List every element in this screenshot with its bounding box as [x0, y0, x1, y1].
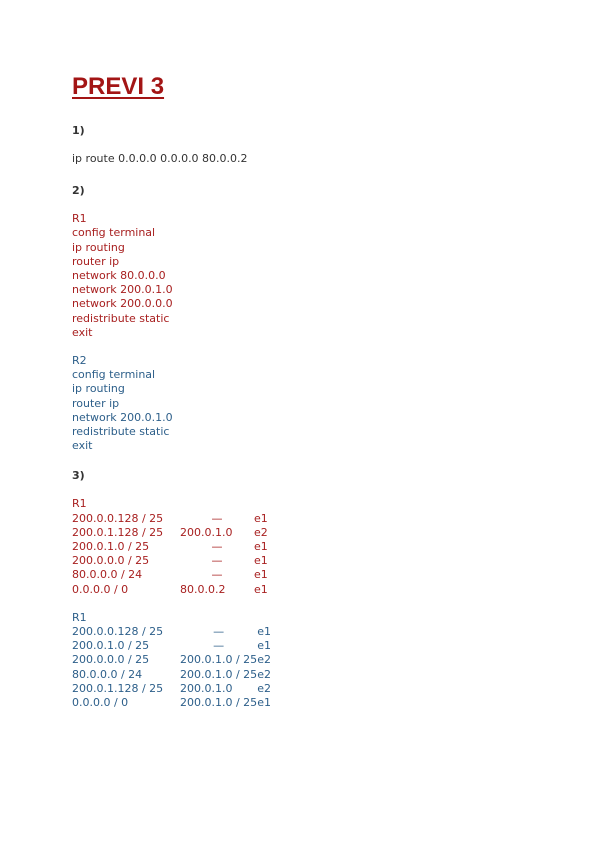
page-title: PREVI 3 — [72, 73, 165, 100]
route-interface: e1 — [254, 554, 268, 568]
section-2-heading: 2) — [72, 184, 85, 198]
route-next-hop: — — [211, 511, 223, 525]
route-interface: e1 — [257, 625, 271, 639]
config-line: ip routing — [72, 240, 125, 254]
route-interface: e1 — [254, 540, 268, 554]
table-row — [72, 682, 287, 696]
config-line: network 200.0.0.0 — [72, 297, 173, 311]
config-line: exit — [72, 325, 93, 339]
r2-config-label: R2 — [72, 354, 87, 368]
route-network: 200.0.1.128 / 25 — [72, 681, 164, 695]
route-network: 200.0.0.128 / 25 — [72, 625, 164, 639]
table-row — [72, 568, 284, 582]
route-next-hop: — — [213, 625, 225, 639]
config-line: config terminal — [72, 368, 156, 382]
config-line: config terminal — [72, 226, 156, 240]
config-line: redistribute static — [72, 311, 170, 325]
routing-table-1-rows — [72, 512, 284, 597]
route-next-hop: — — [211, 540, 223, 554]
route-network: 200.0.0.0 / 25 — [72, 554, 150, 568]
table-row — [72, 696, 287, 710]
route-network: 200.0.0.128 / 25 — [72, 511, 164, 525]
table-row — [72, 668, 287, 682]
route-next-hop: 200.0.1.0 — [180, 681, 233, 695]
route-interface: e2 — [257, 681, 271, 695]
route-next-hop: 200.0.1.0 / 25 — [180, 653, 258, 667]
document-page — [72, 72, 532, 724]
route-network: 80.0.0.0 / 24 — [72, 667, 143, 681]
config-line: network 200.0.1.0 — [72, 283, 173, 297]
route-network: 200.0.1.0 / 25 — [72, 639, 150, 653]
config-line: redistribute static — [72, 425, 170, 439]
table-row — [72, 526, 284, 540]
r1-config-label: R1 — [72, 212, 87, 226]
routing-table-2 — [72, 611, 532, 710]
route-interface: e2 — [254, 525, 268, 539]
route-network: 200.0.1.128 / 25 — [72, 525, 164, 539]
config-line: router ip — [72, 396, 120, 410]
routing-table-1-label: R1 — [72, 497, 87, 511]
table-row — [72, 639, 287, 653]
table-row — [72, 583, 284, 597]
config-line: router ip — [72, 254, 120, 268]
static-route-command: ip route 0.0.0.0 0.0.0.0 80.0.0.2 — [72, 152, 248, 165]
route-network: 0.0.0.0 / 0 — [72, 696, 129, 710]
config-line: exit — [72, 439, 93, 453]
r1-config-block — [72, 212, 532, 340]
route-network: 80.0.0.0 / 24 — [72, 568, 143, 582]
config-line: network 200.0.1.0 — [72, 410, 173, 424]
table-row — [72, 512, 284, 526]
route-next-hop: 200.0.1.0 — [180, 525, 233, 539]
section-3-heading: 3) — [72, 469, 85, 483]
route-network: 200.0.0.0 / 25 — [72, 653, 150, 667]
route-interface: e1 — [257, 639, 271, 653]
route-network: 200.0.1.0 / 25 — [72, 540, 150, 554]
route-next-hop: — — [211, 554, 223, 568]
config-line: network 80.0.0.0 — [72, 269, 166, 283]
route-next-hop: 200.0.1.0 / 25 — [180, 696, 258, 710]
route-interface: e2 — [257, 653, 271, 667]
table-row — [72, 653, 287, 667]
table-row — [72, 540, 284, 554]
route-next-hop: 80.0.0.2 — [180, 582, 226, 596]
routing-table-2-label: R1 — [72, 610, 87, 624]
route-interface: e1 — [254, 582, 268, 596]
route-interface: e2 — [257, 667, 271, 681]
routing-table-1 — [72, 497, 532, 596]
route-next-hop: 200.0.1.0 / 25 — [180, 667, 258, 681]
route-next-hop: — — [213, 639, 225, 653]
route-network: 0.0.0.0 / 0 — [72, 582, 129, 596]
section-1-heading: 1) — [72, 124, 85, 137]
r2-config-block — [72, 354, 532, 453]
route-interface: e1 — [257, 696, 271, 710]
table-row — [72, 554, 284, 568]
route-interface: e1 — [254, 511, 268, 525]
table-row — [72, 625, 287, 639]
route-next-hop: — — [211, 568, 223, 582]
route-interface: e1 — [254, 568, 268, 582]
routing-table-2-rows — [72, 625, 287, 710]
config-line: ip routing — [72, 382, 125, 396]
